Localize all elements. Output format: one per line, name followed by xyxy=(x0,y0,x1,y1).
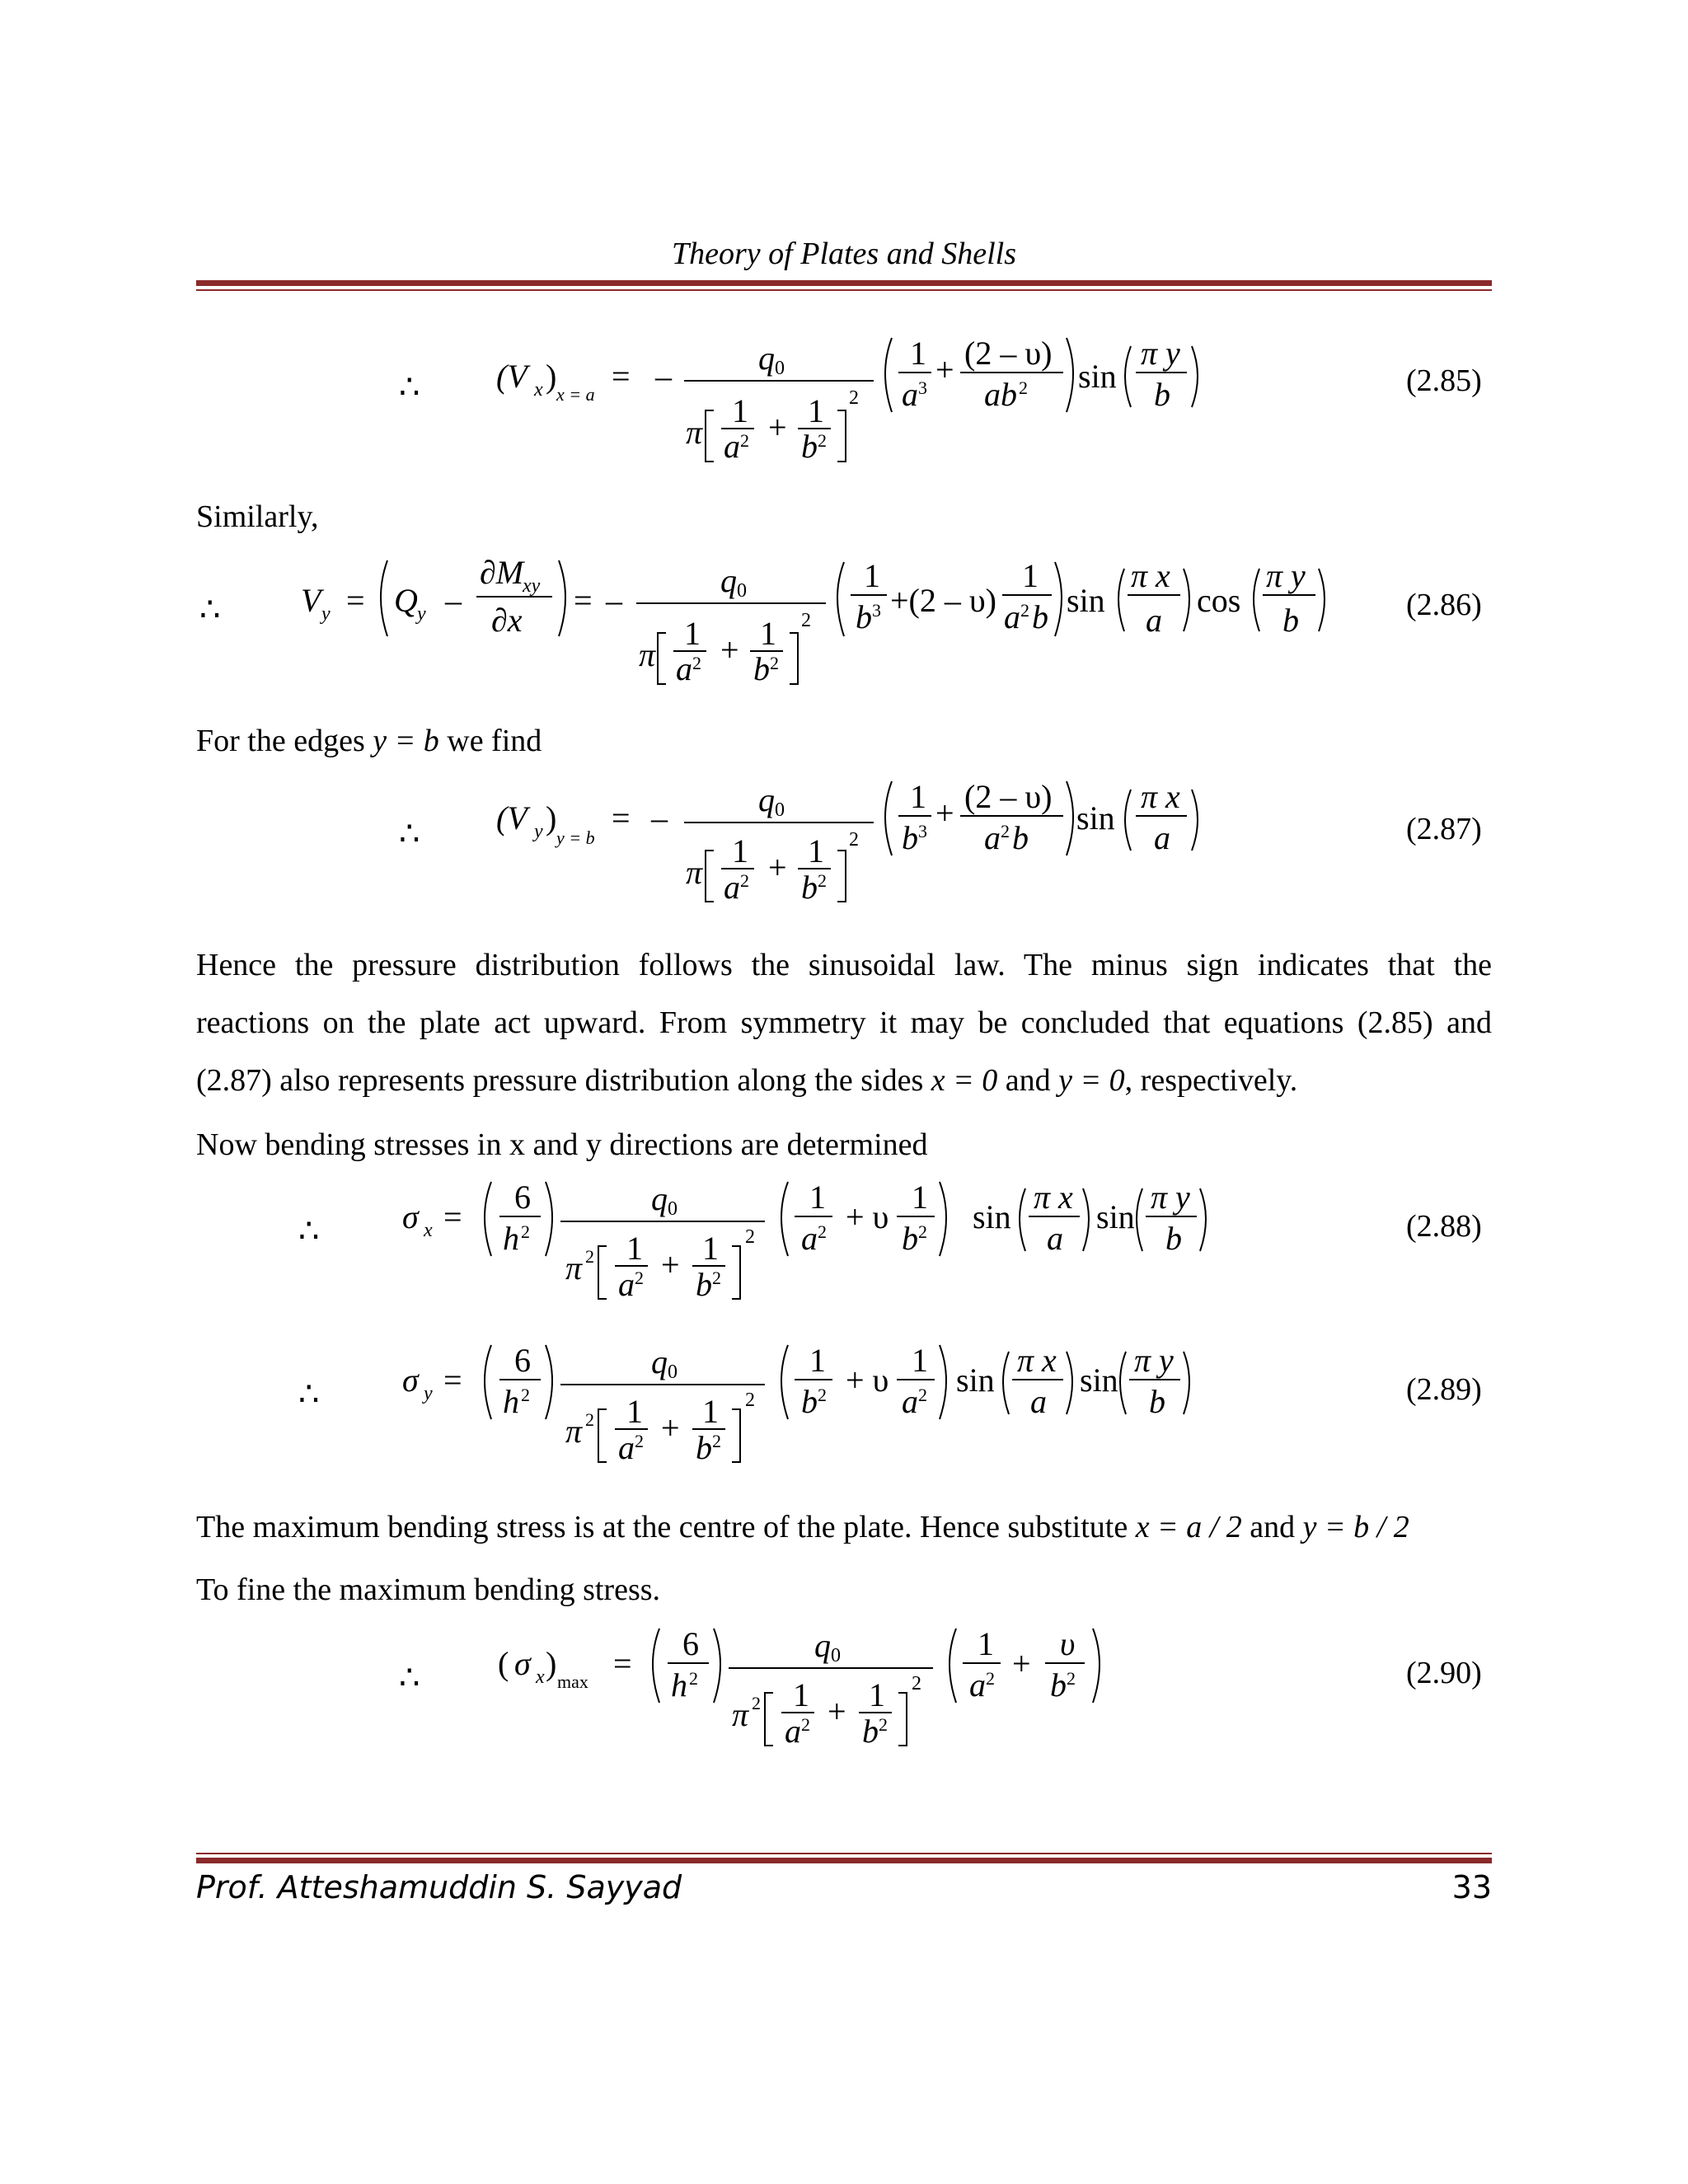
svg-text:2: 2 xyxy=(635,1431,644,1451)
svg-text:1: 1 xyxy=(760,615,776,652)
svg-text:b: b xyxy=(1154,376,1170,413)
svg-text:+: + xyxy=(768,409,787,446)
equation-2-89 xyxy=(396,1333,1253,1498)
page-header-title: Theory of Plates and Shells xyxy=(672,237,1016,271)
svg-text:a: a xyxy=(1030,1383,1047,1420)
svg-text:a: a xyxy=(724,428,740,465)
svg-text:3: 3 xyxy=(872,600,881,621)
svg-text:a: a xyxy=(785,1713,801,1750)
svg-text:1: 1 xyxy=(809,1342,826,1379)
svg-text:1: 1 xyxy=(808,832,824,869)
svg-text:2: 2 xyxy=(635,1268,644,1288)
svg-text:π: π xyxy=(686,854,703,891)
svg-text:2: 2 xyxy=(689,1668,698,1689)
svg-text:a: a xyxy=(1047,1220,1063,1257)
paragraph-hence-line-3 xyxy=(196,1065,1297,1096)
svg-text:y: y xyxy=(424,1383,433,1404)
paragraph-similarly: Similarly, xyxy=(196,499,319,534)
svg-text:b: b xyxy=(1165,1220,1182,1257)
svg-text:1: 1 xyxy=(702,1393,719,1430)
equation-number: (2.88) xyxy=(1406,1209,1482,1244)
svg-text:0: 0 xyxy=(775,799,785,821)
svg-text:+: + xyxy=(1012,1645,1031,1682)
svg-text:+ υ: + υ xyxy=(846,1361,889,1399)
svg-text:a: a xyxy=(618,1266,635,1303)
text-fragment: For the edges xyxy=(196,724,373,758)
svg-text:h: h xyxy=(503,1220,519,1257)
svg-text:6: 6 xyxy=(514,1342,531,1379)
svg-text:π y: π y xyxy=(1151,1179,1190,1216)
svg-text:π: π xyxy=(732,1696,749,1733)
svg-text:+: + xyxy=(661,1246,680,1283)
paragraph-max-line-2: To fine the maximum bending stress. xyxy=(196,1572,661,1607)
header-rule-thin xyxy=(196,289,1492,291)
svg-text:3: 3 xyxy=(918,377,927,398)
svg-text:q: q xyxy=(814,1627,831,1664)
svg-text:a: a xyxy=(618,1429,635,1466)
equation-number: (2.85) xyxy=(1406,363,1482,398)
svg-text:2: 2 xyxy=(1067,1668,1076,1689)
svg-text:=: = xyxy=(574,582,593,619)
svg-text:a: a xyxy=(902,1383,918,1420)
svg-text:π: π xyxy=(639,636,656,673)
svg-text:2: 2 xyxy=(818,430,827,451)
svg-text:b: b xyxy=(1149,1383,1165,1420)
svg-text:2: 2 xyxy=(740,430,749,451)
svg-text:2: 2 xyxy=(849,387,859,409)
svg-text:h: h xyxy=(503,1383,519,1420)
svg-text:0: 0 xyxy=(737,580,747,602)
paragraph-hence-line-2: reactions on the plate act upward. From symmetry it may be concluded that equations (2.85) and xyxy=(196,1005,1492,1040)
svg-text:b: b xyxy=(856,598,872,635)
therefore-symbol: ∴ xyxy=(399,815,420,852)
svg-text:a: a xyxy=(801,1220,818,1257)
svg-text:2: 2 xyxy=(1001,821,1010,841)
svg-text:1: 1 xyxy=(793,1676,809,1713)
svg-text:(V: (V xyxy=(496,358,528,395)
svg-text:2: 2 xyxy=(770,653,779,673)
svg-text:2: 2 xyxy=(986,1668,995,1689)
svg-text:max: max xyxy=(557,1671,588,1692)
svg-text:1: 1 xyxy=(978,1625,994,1662)
svg-text:1: 1 xyxy=(912,1179,928,1216)
paragraph-max-line-1 xyxy=(196,1511,1409,1543)
text-fragment: we find xyxy=(438,724,542,758)
paragraph-now-bending: Now bending stresses in x and y directions are determined xyxy=(196,1127,928,1162)
svg-text:a: a xyxy=(1004,598,1020,635)
svg-text:π x: π x xyxy=(1131,557,1170,594)
svg-text:q: q xyxy=(758,781,775,818)
svg-text:V: V xyxy=(301,582,321,619)
svg-text:2: 2 xyxy=(521,1385,530,1405)
svg-text:sin: sin xyxy=(1078,358,1117,395)
svg-text:=: = xyxy=(612,799,631,837)
svg-text:2: 2 xyxy=(801,610,811,631)
svg-text:1: 1 xyxy=(808,392,824,429)
svg-text:x: x xyxy=(534,379,543,401)
svg-text:π x: π x xyxy=(1017,1342,1057,1379)
svg-text:=: = xyxy=(612,358,631,395)
svg-text:a: a xyxy=(724,869,740,906)
svg-text:a: a xyxy=(984,819,1001,856)
svg-text:1: 1 xyxy=(910,778,926,815)
equation-2-85 xyxy=(486,321,1228,478)
svg-text:): ) xyxy=(546,1645,557,1682)
svg-text:1: 1 xyxy=(732,832,748,869)
svg-text:x: x xyxy=(536,1666,545,1688)
svg-text:π: π xyxy=(565,1249,583,1286)
svg-text:υ: υ xyxy=(1060,1625,1076,1662)
text-fragment: , respectively. xyxy=(1124,1063,1298,1098)
svg-text:2: 2 xyxy=(818,870,827,891)
svg-text:=: = xyxy=(346,582,365,619)
svg-text:b: b xyxy=(696,1266,712,1303)
svg-text:y = b: y = b xyxy=(556,827,595,848)
svg-text:0: 0 xyxy=(775,358,785,379)
equation-2-90 xyxy=(495,1617,1121,1782)
svg-text:a: a xyxy=(1146,602,1162,639)
svg-text:+: + xyxy=(720,631,739,668)
math-inline: y = b / 2 xyxy=(1302,1510,1409,1544)
page-number: 33 xyxy=(1451,1869,1492,1905)
svg-text:y: y xyxy=(417,603,426,625)
svg-text:q: q xyxy=(720,562,737,599)
svg-text:π: π xyxy=(565,1413,583,1450)
svg-text:∂x: ∂x xyxy=(491,602,523,639)
svg-text:b: b xyxy=(801,428,818,465)
svg-text:y: y xyxy=(534,821,543,842)
svg-text:σ: σ xyxy=(402,1198,419,1235)
svg-text:2: 2 xyxy=(818,1385,827,1405)
svg-text:2: 2 xyxy=(1020,600,1029,621)
svg-text:2: 2 xyxy=(692,653,701,673)
svg-text:2: 2 xyxy=(712,1268,721,1288)
svg-text:2: 2 xyxy=(712,1431,721,1451)
svg-text:0: 0 xyxy=(668,1198,678,1220)
equation-2-87 xyxy=(486,775,1228,931)
svg-text:b: b xyxy=(1050,1666,1067,1704)
therefore-symbol: ∴ xyxy=(298,1212,320,1249)
svg-text:1: 1 xyxy=(684,615,701,652)
svg-text:2: 2 xyxy=(879,1714,888,1735)
equation-number: (2.90) xyxy=(1406,1656,1482,1690)
svg-text:=: = xyxy=(443,1198,462,1235)
svg-text:ab: ab xyxy=(984,376,1017,413)
svg-text:=: = xyxy=(613,1645,632,1682)
svg-text:2: 2 xyxy=(918,1385,927,1405)
svg-text:sin: sin xyxy=(1067,582,1105,619)
svg-text:π: π xyxy=(686,414,703,451)
text-fragment: and xyxy=(997,1063,1059,1098)
svg-text:2: 2 xyxy=(752,1693,761,1713)
svg-text:b: b xyxy=(1282,602,1299,639)
text-fragment: The maximum bending stress is at the centre of the plate. Hence substitute xyxy=(196,1510,1136,1544)
equation-2-88 xyxy=(396,1170,1253,1335)
svg-text:(2 – υ): (2 – υ) xyxy=(964,778,1053,815)
svg-text:σ: σ xyxy=(402,1361,419,1399)
footer-author: Prof. Atteshamuddin S. Sayyad xyxy=(196,1869,682,1905)
therefore-symbol: ∴ xyxy=(399,368,420,405)
svg-text:sin: sin xyxy=(1076,799,1115,837)
equation-2-86 xyxy=(297,544,1360,709)
svg-text:–: – xyxy=(651,799,668,837)
svg-text:1: 1 xyxy=(809,1179,826,1216)
svg-text:): ) xyxy=(546,358,557,395)
svg-text:–: – xyxy=(655,358,672,395)
svg-text:sin: sin xyxy=(1096,1198,1135,1235)
math-inline: y = b xyxy=(373,724,439,758)
svg-text:): ) xyxy=(546,799,557,837)
svg-text:π y: π y xyxy=(1266,557,1306,594)
therefore-symbol: ∴ xyxy=(399,1659,420,1696)
svg-text:+: + xyxy=(661,1409,680,1446)
svg-text:2: 2 xyxy=(585,1409,594,1430)
svg-text:+: + xyxy=(935,351,954,388)
footer-rule xyxy=(196,1858,1492,1863)
svg-text:0: 0 xyxy=(831,1645,841,1666)
svg-text:2: 2 xyxy=(1019,377,1028,398)
svg-text:–: – xyxy=(606,582,622,619)
svg-text:b: b xyxy=(696,1429,712,1466)
math-inline: y = 0 xyxy=(1058,1063,1125,1098)
paragraph-hence-line-1: Hence the pressure distribution follows the sinusoidal law. The minus sign indicates that the xyxy=(196,948,1492,982)
svg-text:+: + xyxy=(828,1693,846,1730)
svg-text:xy: xy xyxy=(523,575,541,597)
svg-text:1: 1 xyxy=(869,1676,885,1713)
svg-text:b: b xyxy=(902,819,918,856)
paragraph-edges xyxy=(196,725,542,757)
svg-text:Q: Q xyxy=(394,582,418,619)
svg-text:sin: sin xyxy=(956,1361,995,1399)
header-rule xyxy=(196,280,1492,286)
svg-text:q: q xyxy=(651,1343,668,1380)
svg-text:h: h xyxy=(671,1666,687,1704)
svg-text:+: + xyxy=(768,849,787,886)
therefore-symbol: ∴ xyxy=(199,591,221,628)
svg-text:a: a xyxy=(902,376,918,413)
svg-text:2: 2 xyxy=(818,1221,827,1242)
svg-text:b: b xyxy=(1032,598,1048,635)
svg-text:1: 1 xyxy=(864,557,880,594)
svg-text:x = a: x = a xyxy=(556,384,595,405)
svg-text:q: q xyxy=(758,340,775,377)
svg-text:b: b xyxy=(902,1220,918,1257)
svg-text:π y: π y xyxy=(1134,1342,1174,1379)
svg-text:σ: σ xyxy=(514,1645,531,1682)
svg-text:–: – xyxy=(445,582,462,619)
svg-text:3: 3 xyxy=(918,821,927,841)
svg-text:6: 6 xyxy=(682,1625,699,1662)
svg-text:2: 2 xyxy=(745,1390,755,1411)
svg-text:b: b xyxy=(1012,819,1029,856)
svg-text:1: 1 xyxy=(912,1342,928,1379)
svg-text:x: x xyxy=(424,1220,433,1241)
svg-text:π x: π x xyxy=(1141,778,1180,815)
svg-text:a: a xyxy=(969,1666,986,1704)
therefore-symbol: ∴ xyxy=(298,1376,320,1413)
svg-text:π x: π x xyxy=(1034,1179,1073,1216)
svg-text:a: a xyxy=(676,650,692,687)
svg-text:q: q xyxy=(651,1180,668,1217)
text-fragment: (2.87) also represents pressure distribution along the sides xyxy=(196,1063,931,1098)
svg-text:b: b xyxy=(801,1383,818,1420)
svg-text:b: b xyxy=(862,1713,879,1750)
svg-text:(2 – υ): (2 – υ) xyxy=(964,335,1053,372)
svg-text:cos: cos xyxy=(1197,582,1241,619)
svg-text:2: 2 xyxy=(521,1221,530,1242)
svg-text:+(2 – υ): +(2 – υ) xyxy=(890,582,997,619)
svg-text:2: 2 xyxy=(585,1246,594,1267)
svg-text:2: 2 xyxy=(918,1221,927,1242)
svg-text:(: ( xyxy=(498,1645,509,1682)
svg-text:b: b xyxy=(801,869,818,906)
svg-text:sin: sin xyxy=(1080,1361,1118,1399)
svg-text:(V: (V xyxy=(496,799,528,837)
svg-text:2: 2 xyxy=(745,1226,755,1248)
svg-text:y: y xyxy=(321,603,331,625)
math-inline: x = a / 2 xyxy=(1135,1510,1242,1544)
svg-text:+ υ: + υ xyxy=(846,1198,889,1235)
equation-number: (2.86) xyxy=(1406,588,1482,622)
svg-text:π y: π y xyxy=(1141,335,1180,372)
svg-text:1: 1 xyxy=(626,1393,643,1430)
svg-text:a: a xyxy=(1154,819,1170,856)
math-inline: x = 0 xyxy=(931,1063,998,1098)
svg-text:1: 1 xyxy=(732,392,748,429)
svg-text:sin: sin xyxy=(973,1198,1011,1235)
footer-rule-thin xyxy=(196,1853,1492,1854)
equation-number: (2.89) xyxy=(1406,1372,1482,1407)
svg-text:∂M: ∂M xyxy=(480,554,524,591)
svg-text:1: 1 xyxy=(702,1230,719,1267)
equation-number: (2.87) xyxy=(1406,812,1482,846)
svg-text:0: 0 xyxy=(668,1361,678,1383)
svg-text:=: = xyxy=(443,1361,462,1399)
svg-text:1: 1 xyxy=(1022,557,1039,594)
svg-text:b: b xyxy=(753,650,770,687)
text-fragment: and xyxy=(1241,1510,1303,1544)
svg-text:+: + xyxy=(935,794,954,832)
svg-text:2: 2 xyxy=(849,829,859,851)
svg-text:2: 2 xyxy=(912,1673,921,1694)
svg-text:2: 2 xyxy=(740,870,749,891)
svg-text:6: 6 xyxy=(514,1179,531,1216)
svg-text:1: 1 xyxy=(910,335,926,372)
svg-text:2: 2 xyxy=(801,1714,810,1735)
svg-text:1: 1 xyxy=(626,1230,643,1267)
